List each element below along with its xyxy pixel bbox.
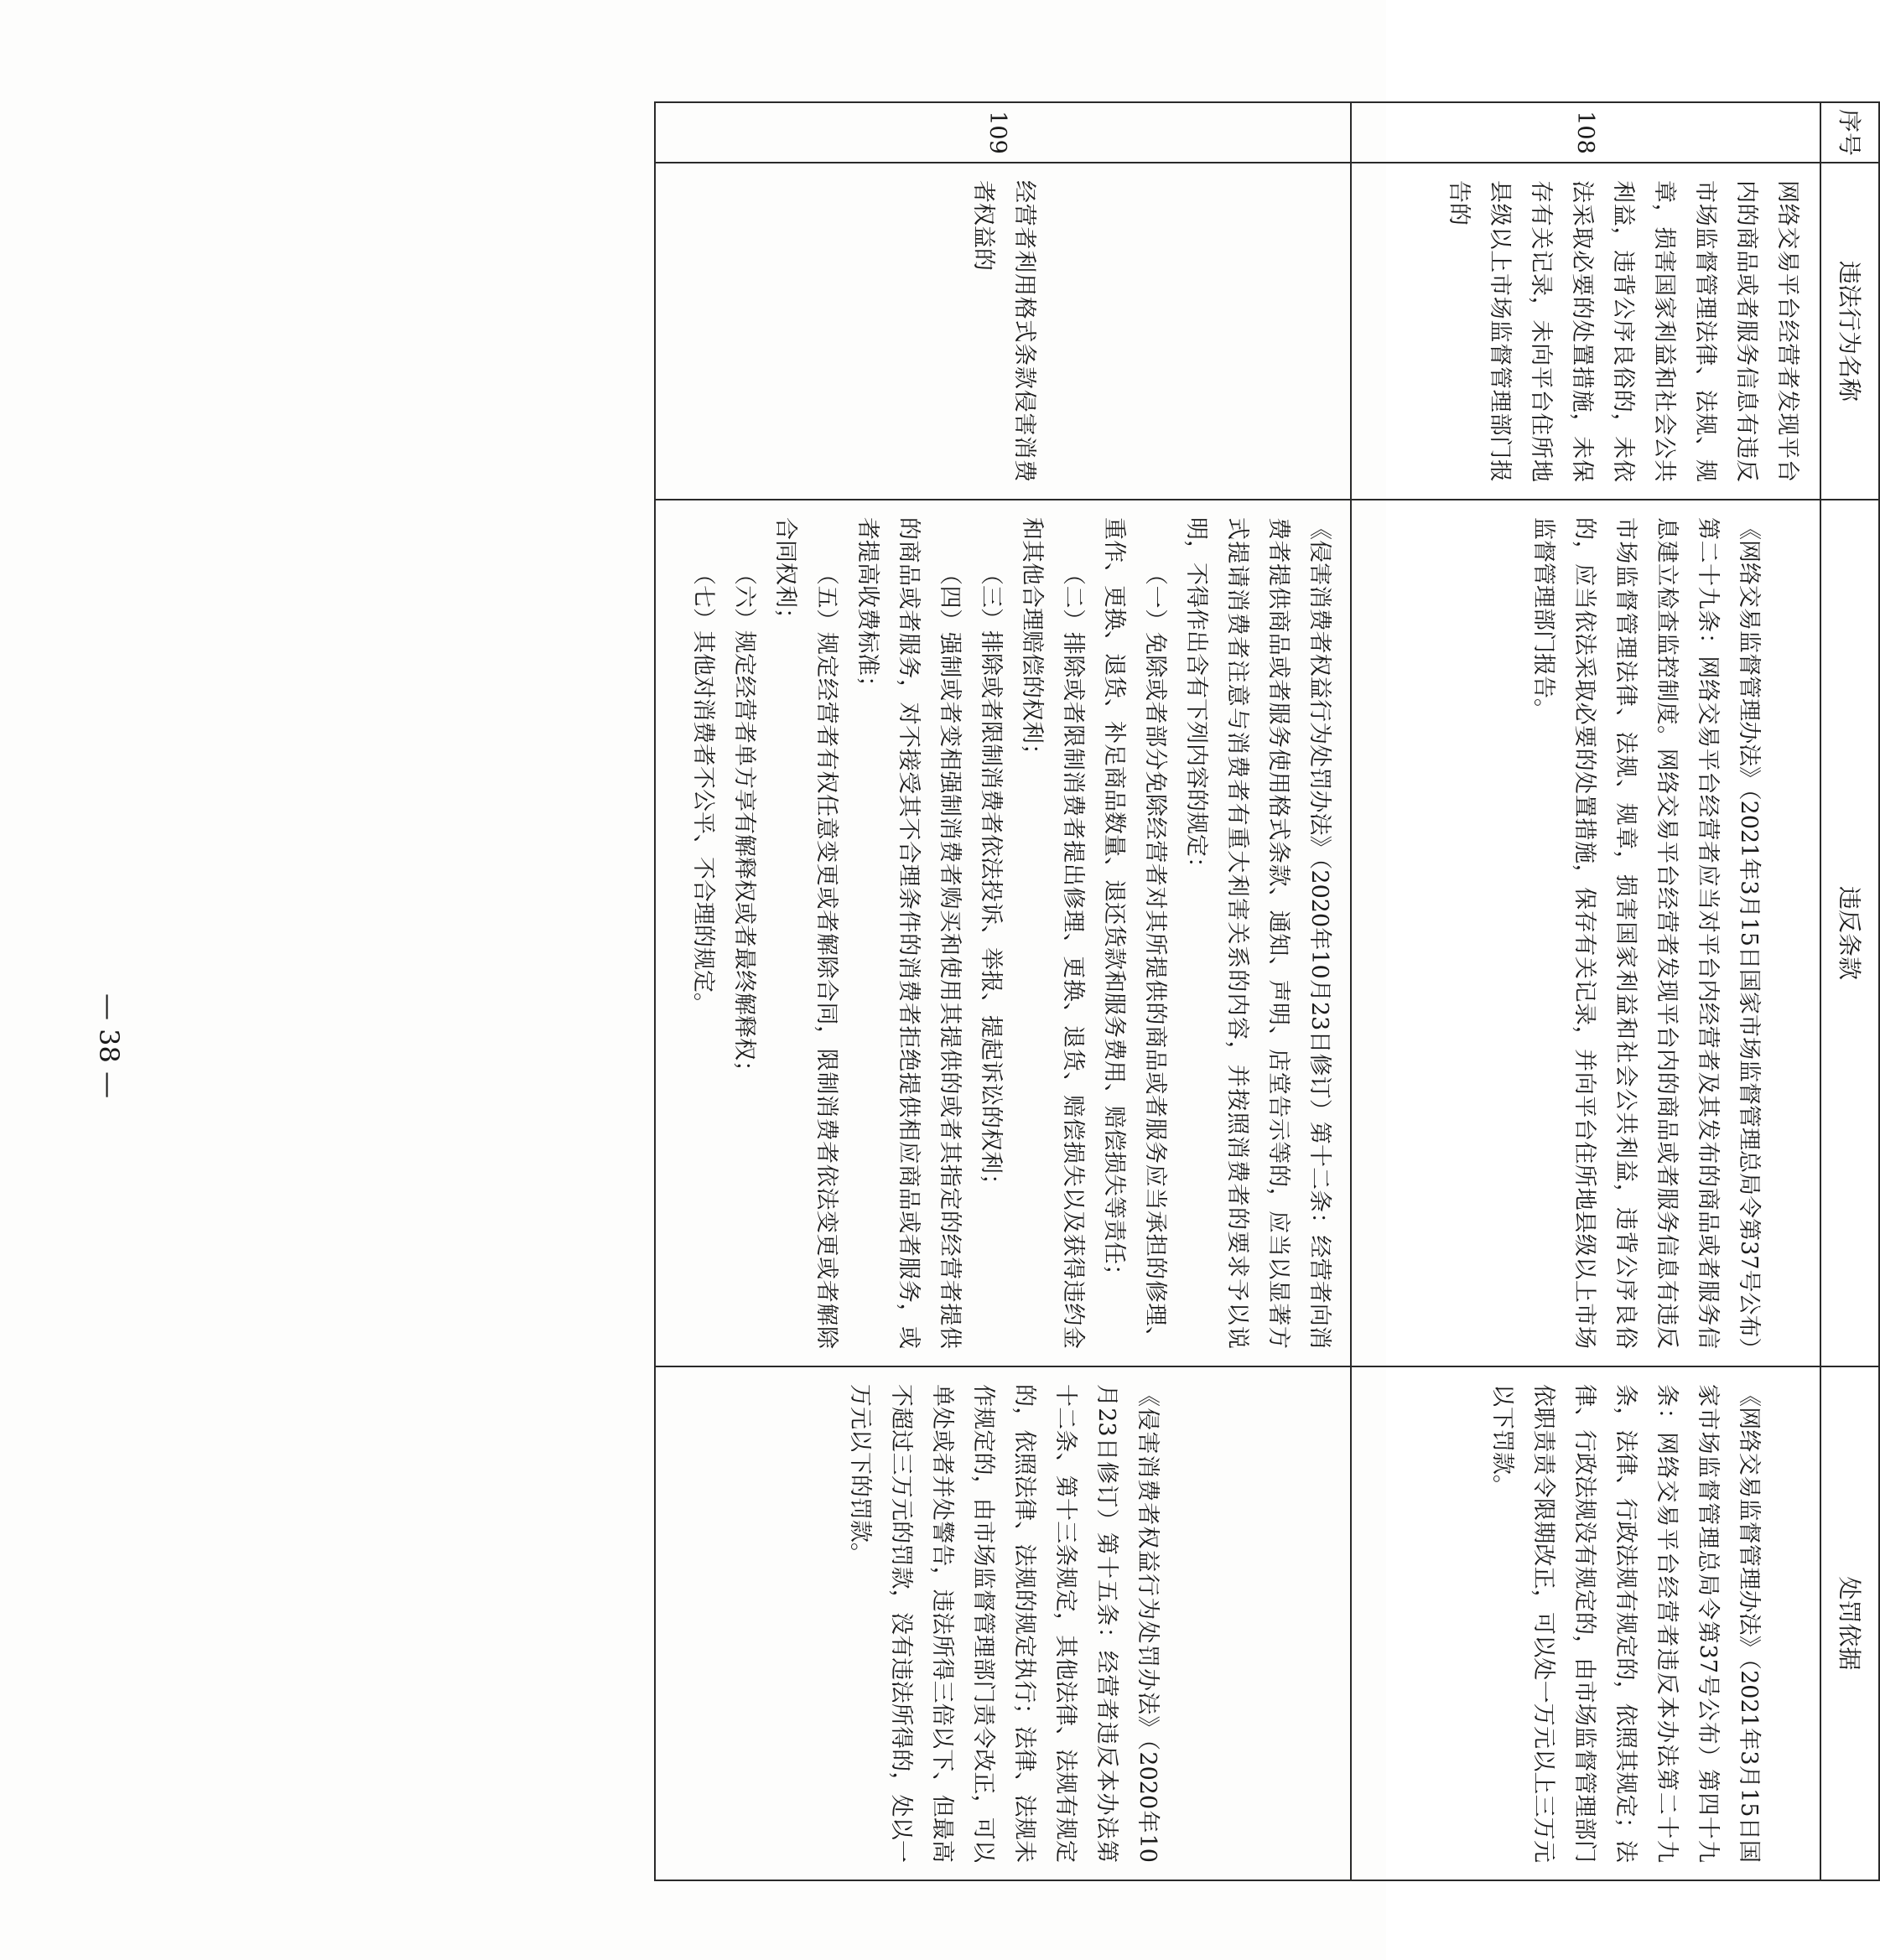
clause-paragraph: 《侵害消费者权益行为处罚办法》（2020年10月23日修订）第十二条：经营者向消费者提供商品或者服务使用格式条款、通知、声明、店堂告示等的，应当以显著方式提请消费者注意与消费者有重大利害关系的内容，并按照消费者的要求予以说明，不得作出含有下列内容的规定： [1183,517,1332,1349]
page-number: — 38 — [93,993,125,1099]
header-row [1820,102,1879,1880]
penalty-basis: 《侵害消费者权益行为处罚办法》（2020年10月23日修订）第十五条：经营者违反本办法第十二条、第十三条规定，其他法律、法规有规定的，依照法律、法规的规定执行；法律、法规未作规定的，由市场监督管理部门责令改正，可以单处或者并处警告，违法所得三倍以下、但最高不超过三万元的罚款，没有违法所得的，处以一万元以下的罚款。 [655,1366,1351,1880]
row-number: 108 [1351,102,1820,163]
clause-item: （三）排除或者限制消费者依法投诉、举报、提起诉讼的权利； [978,563,1004,1196]
clause-item: （五）规定经营者有权任意变更或者解除合同，限制消费者依法变更或者解除合同权利； [772,517,839,1349]
table-row [1351,102,1820,1880]
penalty-table [654,101,1880,1881]
clause-paragraph: 《网络交易监督管理办法》（2021年3月15日国家市场监督管理总局令第37号公布）第二十九条：网络交易平台经营者应当对平台内经营者及其发布的商品或者服务信息建立检查监控制度。网络交易平台经营者发现平台内的商品或者服务信息有违反市场监督管理法律、法规、规章，损害国家利益和社会公共利益，违背公序良俗的，应当依法采取必要的处置措施，保存有关记录，并向平台住所地县级以上市场监督管理部门报告。 [1530,517,1762,1349]
rotated-table-wrapper [654,101,1880,1880]
table-row [655,102,1351,1880]
violation-name: 经营者利用格式条款侵害消费者权益的 [655,163,1351,500]
header-clause: 违反条款 [1820,500,1879,1366]
clause-item: （七）其他对消费者不公平、不合理的规定。 [690,563,716,1015]
clause-item: （六）规定经营者单方享有解释权或者最终解释权； [731,563,757,1083]
clause-item: （一）免除或者部分免除经营者对其所提供的商品或者服务应当承担的修理、重作、更换、退货、补足商品数量、退还货款和服务费用、赔偿损失等责任； [1101,517,1168,1349]
penalty-basis: 《网络交易监督管理办法》（2021年3月15日国家市场监督管理总局令第37号公布）第四十九条：网络交易平台经营者违反本办法第二十九条，法律、行政法规有规定的，依照其规定；法律、行政法规没有规定的，由市场监督管理部门依职责责令限期改正，可以处一万元以上三万元以下罚款。 [1351,1366,1820,1880]
violation-name: 网络交易平台经营者发现平台内的商品或者服务信息有违反市场监督管理法律、法规、规章，损害国家利益和社会公共利益，违背公序良俗的，未依法采取必要的处置措施，未保存有关记录，未向平台住所地县级以上市场监督管理部门报告的 [1351,163,1820,500]
header-basis: 处罚依据 [1820,1366,1879,1880]
clause-item: （二）排除或者限制消费者提出修理、更换、退货、赔偿损失以及获得违约金和其他合理赔偿的权利； [1019,517,1086,1349]
header-name: 违法行为名称 [1820,163,1879,500]
row-number: 109 [655,102,1351,163]
header-num: 序号 [1820,102,1879,163]
clause-item: （四）强制或者变相强制消费者购买和使用其提供的或者其指定的经营者提供的商品或者服务，对不接受其不合理条件的消费者拒绝提供相应商品或者服务，或者提高收费标准； [854,517,963,1349]
violated-clause [1351,500,1820,1366]
violated-clause [655,500,1351,1366]
